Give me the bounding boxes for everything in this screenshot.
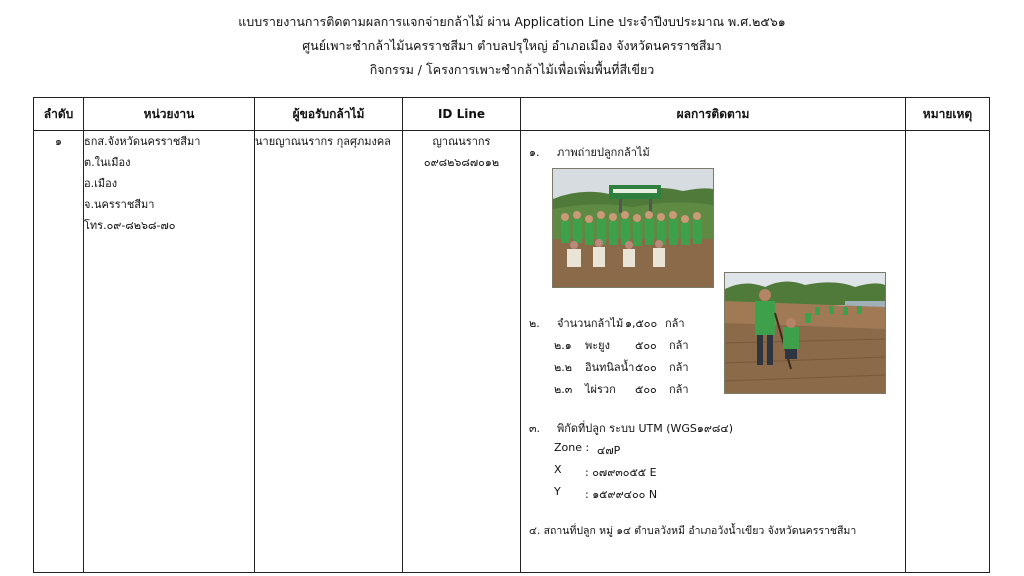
item2-unit: กล้า	[665, 317, 685, 330]
group-photo-image	[553, 169, 713, 287]
cell-id-line	[403, 131, 521, 573]
item1-text: ภาพถ่ายปลูกกล้าไม้	[557, 146, 650, 159]
cell-person	[255, 131, 403, 573]
y-label: Y	[554, 485, 561, 498]
table-row	[34, 131, 990, 573]
followup-content	[521, 131, 905, 572]
id-line-name: ญาณนรากร	[432, 135, 491, 148]
species3-qty: ๕๐๐	[635, 383, 657, 396]
species2-number: ๒.๒	[554, 361, 572, 374]
zone-label: Zone :	[554, 441, 590, 454]
cell-followup	[521, 131, 906, 573]
species2-unit: กล้า	[669, 361, 689, 374]
item1-number: ๑.	[529, 146, 540, 159]
species2-qty: ๕๐๐	[635, 361, 657, 374]
cell-seq	[34, 131, 84, 573]
planting-photo-image	[725, 273, 885, 393]
person-name: นายญาณนรากร กุลศุภมงคล	[255, 135, 391, 148]
species1-unit: กล้า	[669, 339, 689, 352]
item2-number: ๒.	[529, 317, 540, 330]
species3-number: ๒.๓	[554, 383, 573, 396]
col-header-remark: หมายเหตุ	[906, 98, 990, 131]
report-table	[33, 97, 990, 573]
x-label: X	[554, 463, 562, 476]
group-photo	[552, 168, 714, 288]
cell-agency	[84, 131, 255, 573]
report-title: แบบรายงานการติดตามผลการแจกจ่ายกล้าไม้ ผ่าน Application Line ประจำปีงบประมาณ พ.ศ.๒๕๖๑	[238, 14, 786, 29]
cell-remark	[906, 131, 990, 573]
table-header-row	[34, 98, 990, 131]
report-center: ศูนย์เพาะชำกล้าไม้นครราชสีมา ตำบลปรุใหญ่ อำเภอเมือง จังหวัดนครราชสีมา	[302, 38, 722, 53]
zone-value: ๔๗P	[597, 444, 621, 457]
planting-photo	[724, 272, 886, 394]
species1-qty: ๕๐๐	[635, 339, 657, 352]
item2-qty: ๑,๕๐๐	[625, 317, 658, 330]
col-header-agency: หน่วยงาน	[84, 98, 255, 131]
item3-text: พิกัดที่ปลูก ระบบ UTM (WGS๑๙๘๔)	[557, 422, 734, 435]
x-value: : ๐๗๙๓๐๕๕ E	[585, 466, 657, 479]
species3-name: ไผ่รวก	[585, 383, 616, 396]
species1-number: ๒.๑	[554, 339, 572, 352]
species2-name: อินทนิลน้ำ	[585, 361, 635, 374]
species3-unit: กล้า	[669, 383, 689, 396]
col-header-followup: ผลการติดตาม	[521, 98, 906, 131]
agency-subdistrict: ต.ในเมือง	[84, 156, 131, 169]
item3-number: ๓.	[529, 422, 541, 435]
agency-province: จ.นครราชสีมา	[84, 198, 155, 211]
species1-name: พะยูง	[585, 339, 610, 352]
item2-label: จำนวนกล้าไม้	[557, 317, 624, 330]
col-header-seq: ลำดับ	[34, 98, 84, 131]
report-activity: กิจกรรม / โครงการเพาะชำกล้าไม้เพื่อเพิ่มพื้นที่สีเขียว	[369, 62, 655, 77]
agency-phone: โทร.๐๙-๘๒๖๘-๗๐	[84, 219, 176, 232]
col-header-person: ผู้ขอรับกล้าไม้	[255, 98, 403, 131]
seq-value: ๑	[55, 135, 62, 148]
item4-text: ๔. สถานที่ปลูก หมู่ ๑๔ ตำบลวังหมี อำเภอวังน้ำเขียว จังหวัดนครราชสีมา	[529, 525, 857, 537]
agency-district: อ.เมือง	[84, 177, 118, 190]
col-header-id-line: ID Line	[403, 98, 521, 131]
report-header	[0, 10, 1024, 82]
id-line-number: ๐๙๘๒๖๘๗๐๑๒	[423, 156, 500, 169]
agency-name: ธกส.จังหวัดนครราชสีมา	[84, 135, 201, 148]
y-value: : ๑๕๙๙๔๐๐ N	[585, 488, 658, 501]
